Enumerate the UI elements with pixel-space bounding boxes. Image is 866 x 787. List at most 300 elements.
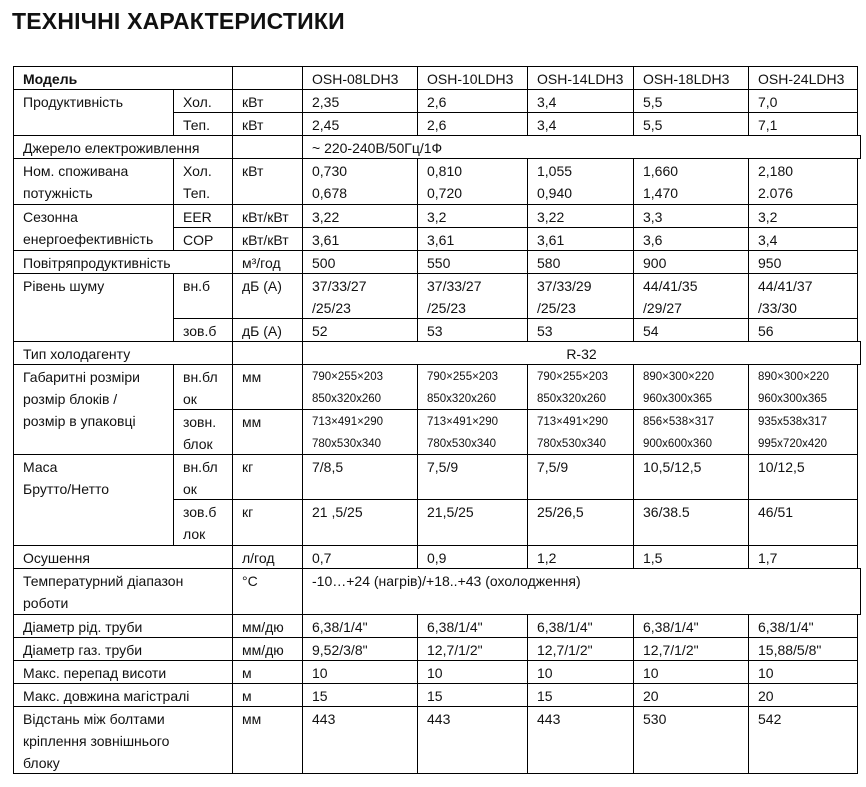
max-height-unit-text: м xyxy=(242,665,252,681)
model-header-cell xyxy=(633,66,749,90)
power-supply-label xyxy=(13,135,233,159)
dehumidification-unit-text: л/год xyxy=(242,550,275,566)
max-height-value-text: 10 xyxy=(758,665,774,681)
dimensions-outdoor-value xyxy=(527,409,634,455)
airflow-value xyxy=(417,250,528,274)
dimensions-indoor-value-text-1: 890×300×220 xyxy=(758,371,829,383)
dimensions-outdoor-unit xyxy=(232,409,303,455)
dimensions-outdoor-value-text-1: 856×538×317 xyxy=(643,416,714,428)
refrigerant-unit xyxy=(232,341,303,365)
dimensions-outdoor-value xyxy=(302,409,418,455)
noise-indoor-value-text-1: 44/41/37 xyxy=(758,278,813,294)
model-header-cell-text: OSH-24LDH3 xyxy=(758,71,845,87)
capacity-cool-value xyxy=(417,89,528,113)
dimensions-outdoor-value-text-2: 995x720x420 xyxy=(758,438,828,450)
capacity-heat-value-text: 7,1 xyxy=(758,117,778,133)
noise-indoor-value-text-1: 37/33/27 xyxy=(312,278,367,294)
bolt-distance-value-text: 530 xyxy=(643,711,667,727)
max-length-value xyxy=(748,683,858,707)
max-length-value xyxy=(417,683,528,707)
gas-pipe-value xyxy=(302,637,418,661)
eer-mode xyxy=(173,204,233,228)
temp-range-unit xyxy=(232,568,303,615)
bolt-distance-value-text: 542 xyxy=(758,711,782,727)
noise-outdoor-value xyxy=(527,318,634,342)
noise-outdoor-mode xyxy=(173,318,233,342)
weight-indoor-value-text: 7,5/9 xyxy=(427,459,459,475)
temp-range-label xyxy=(13,568,233,615)
efficiency-label-text-2: енергоефективність xyxy=(23,231,154,247)
eer-value-text: 3,2 xyxy=(427,209,447,225)
capacity-cool-mode xyxy=(173,89,233,113)
max-length-value xyxy=(633,683,749,707)
liquid-pipe-value-text: 6,38/1/4" xyxy=(312,619,368,635)
dehumidification-value-text: 0,9 xyxy=(427,550,447,566)
capacity-heat-value-text: 2,45 xyxy=(312,117,340,133)
power-consumption-value xyxy=(302,158,418,205)
max-length-label xyxy=(13,683,233,707)
noise-indoor-value-text-2: /25/23 xyxy=(537,300,576,316)
bolt-distance-value-text: 443 xyxy=(537,711,561,727)
max-height-value xyxy=(302,660,418,684)
max-length-value-text: 15 xyxy=(312,688,328,704)
noise-outdoor-value xyxy=(748,318,858,342)
noise-indoor-value-text-2: /25/23 xyxy=(312,300,351,316)
weight-outdoor-mode-text-2: лок xyxy=(183,526,206,542)
bolt-distance-label xyxy=(13,706,233,774)
gas-pipe-value xyxy=(527,637,634,661)
eer-value-text: 3,3 xyxy=(643,209,663,225)
weight-indoor-value xyxy=(748,454,858,500)
liquid-pipe-label xyxy=(13,614,233,638)
liquid-pipe-unit xyxy=(232,614,303,638)
max-length-label-text: Макс. довжина магістралі xyxy=(23,688,190,704)
capacity-cool-unit-text: кВт xyxy=(242,94,264,110)
cop-value xyxy=(417,227,528,251)
dimensions-indoor-mode xyxy=(173,364,233,410)
liquid-pipe-value xyxy=(417,614,528,638)
max-height-value xyxy=(748,660,858,684)
capacity-cool-mode-text: Хол. xyxy=(183,94,212,110)
dimensions-indoor-value xyxy=(748,364,858,410)
weight-label-text-2: Брутто/Нетто xyxy=(23,481,110,497)
dimensions-indoor-value-text-2: 850x320x260 xyxy=(537,393,607,405)
model-header-cell xyxy=(748,66,858,90)
eer-value xyxy=(302,204,418,228)
capacity-cool-value-text: 2,35 xyxy=(312,94,340,110)
dehumidification-value xyxy=(302,545,418,569)
cop-value-text: 3,4 xyxy=(758,232,778,248)
power-consumption-value-text-1: 0,810 xyxy=(427,163,463,179)
cop-value-text: 3,61 xyxy=(537,232,565,248)
liquid-pipe-value-text: 6,38/1/4" xyxy=(537,619,593,635)
noise-indoor-mode-text: вн.б xyxy=(183,278,211,294)
page-title: ТЕХНІЧНІ ХАРАКТЕРИСТИКИ xyxy=(12,8,345,34)
power-consumption-value-text-2: 1,470 xyxy=(643,185,679,201)
airflow-label-text: Повітряпродуктивність xyxy=(23,255,171,271)
weight-indoor-value-text: 7/8,5 xyxy=(312,459,344,475)
airflow-value xyxy=(527,250,634,274)
gas-pipe-unit-text: мм/дю xyxy=(242,642,284,658)
power-consumption-value-text-2: 0,720 xyxy=(427,185,463,201)
dimensions-label-text-2: розмір блоків / xyxy=(23,391,118,407)
capacity-heat-value-text: 3,4 xyxy=(537,117,557,133)
liquid-pipe-value xyxy=(302,614,418,638)
bolt-distance-label-text-3: блоку xyxy=(23,755,60,771)
airflow-unit-text: м³/год xyxy=(242,255,281,271)
model-header-cell-text: OSH-14LDH3 xyxy=(537,71,624,87)
max-length-value-text: 20 xyxy=(758,688,774,704)
weight-indoor-unit-text: кг xyxy=(242,459,254,475)
bolt-distance-value xyxy=(633,706,749,774)
dimensions-indoor-unit-text: мм xyxy=(242,369,262,385)
eer-unit xyxy=(232,204,303,228)
gas-pipe-value-text: 12,7/1/2" xyxy=(427,642,483,658)
max-height-value-text: 10 xyxy=(537,665,553,681)
eer-value xyxy=(527,204,634,228)
liquid-pipe-value xyxy=(527,614,634,638)
airflow-value xyxy=(748,250,858,274)
dimensions-outdoor-value-text-1: 935x538x317 xyxy=(758,416,828,428)
power-consumption-unit xyxy=(232,158,303,205)
power-consumption-value xyxy=(417,158,528,205)
weight-indoor-value-text: 10/12,5 xyxy=(758,459,805,475)
weight-indoor-unit xyxy=(232,454,303,500)
eer-value-text: 3,22 xyxy=(537,209,565,225)
power-supply-value xyxy=(302,135,861,159)
gas-pipe-value-text: 12,7/1/2" xyxy=(537,642,593,658)
eer-unit-text: кВт/кВт xyxy=(242,209,289,225)
gas-pipe-label xyxy=(13,637,233,661)
power-consumption-value-text-1: 0,730 xyxy=(312,163,348,179)
dimensions-indoor-value-text-2: 960x300x365 xyxy=(643,393,713,405)
weight-indoor-mode-text-1: вн.бл xyxy=(183,459,218,475)
dehumidification-value xyxy=(527,545,634,569)
noise-outdoor-value-text: 54 xyxy=(643,323,659,339)
dimensions-outdoor-value-text-2: 900x600x360 xyxy=(643,438,713,450)
dimensions-indoor-mode-text-1: вн.бл xyxy=(183,369,218,385)
cop-mode-text: COP xyxy=(183,232,214,248)
dimensions-label xyxy=(13,364,174,455)
weight-indoor-value-text: 7,5/9 xyxy=(537,459,569,475)
power-consumption-value-text-1: 2,180 xyxy=(758,163,794,179)
noise-label-text: Рівень шуму xyxy=(23,278,105,294)
max-height-label xyxy=(13,660,233,684)
power-consumption-value xyxy=(527,158,634,205)
temp-range-label-text-2: роботи xyxy=(23,595,69,611)
gas-pipe-label-text: Діаметр газ. труби xyxy=(23,642,143,658)
cop-value xyxy=(302,227,418,251)
power-supply-value-text: ~ 220-240В/50Гц/1Ф xyxy=(312,140,443,156)
gas-pipe-value-text: 15,88/5/8" xyxy=(758,642,822,658)
noise-outdoor-value-text: 56 xyxy=(758,323,774,339)
bolt-distance-unit xyxy=(232,706,303,774)
weight-outdoor-unit xyxy=(232,499,303,546)
weight-outdoor-value xyxy=(527,499,634,546)
airflow-value-text: 580 xyxy=(537,255,561,271)
weight-label-text-1: Маса xyxy=(23,459,58,475)
eer-value-text: 3,2 xyxy=(758,209,778,225)
capacity-heat-value-text: 2,6 xyxy=(427,117,447,133)
power-consumption-value-text-1: 1,055 xyxy=(537,163,573,179)
max-length-value-text: 20 xyxy=(643,688,659,704)
bolt-distance-label-text-1: Відстань між болтами xyxy=(23,711,165,727)
gas-pipe-unit xyxy=(232,637,303,661)
capacity-cool-unit xyxy=(232,89,303,113)
weight-outdoor-mode xyxy=(173,499,233,546)
bolt-distance-unit-text: мм xyxy=(242,711,262,727)
noise-indoor-mode xyxy=(173,273,233,319)
dehumidification-value xyxy=(633,545,749,569)
liquid-pipe-value-text: 6,38/1/4" xyxy=(643,619,699,635)
noise-outdoor-value-text: 53 xyxy=(427,323,443,339)
efficiency-label-text-1: Сезонна xyxy=(23,209,78,225)
liquid-pipe-value-text: 6,38/1/4" xyxy=(427,619,483,635)
power-consumption-value xyxy=(633,158,749,205)
airflow-label xyxy=(13,250,233,274)
noise-indoor-unit xyxy=(232,273,303,319)
cop-value-text: 3,61 xyxy=(312,232,340,248)
bolt-distance-label-text-2: кріплення зовнішнього xyxy=(23,733,170,749)
dimensions-indoor-unit xyxy=(232,364,303,410)
dimensions-outdoor-value xyxy=(748,409,858,455)
weight-indoor-value xyxy=(527,454,634,500)
max-height-value-text: 10 xyxy=(427,665,443,681)
eer-mode-text: EER xyxy=(183,209,212,225)
eer-value xyxy=(633,204,749,228)
dimensions-label-text-3: розмір в упаковці xyxy=(23,413,136,429)
power-consumption-value-text-2: 2.076 xyxy=(758,185,794,201)
gas-pipe-value xyxy=(748,637,858,661)
capacity-heat-value xyxy=(633,112,749,136)
airflow-value-text: 550 xyxy=(427,255,451,271)
airflow-value-text: 950 xyxy=(758,255,782,271)
capacity-cool-value xyxy=(748,89,858,113)
capacity-cool-value-text: 5,5 xyxy=(643,94,663,110)
capacity-heat-mode xyxy=(173,112,233,136)
max-height-value xyxy=(527,660,634,684)
max-length-unit xyxy=(232,683,303,707)
model-header-cell-text: OSH-08LDH3 xyxy=(312,71,399,87)
dimensions-outdoor-unit-text: мм xyxy=(242,414,262,430)
eer-value xyxy=(417,204,528,228)
max-height-value-text: 10 xyxy=(643,665,659,681)
weight-indoor-mode-text-2: ок xyxy=(183,481,197,497)
dehumidification-value xyxy=(417,545,528,569)
capacity-cool-value xyxy=(633,89,749,113)
weight-indoor-value xyxy=(417,454,528,500)
max-height-unit xyxy=(232,660,303,684)
dimensions-label-text-1: Габаритні розміри xyxy=(23,369,140,385)
temp-range-label-text-1: Температурний діапазон xyxy=(23,573,184,589)
dimensions-outdoor-value-text-2: 780x530x340 xyxy=(427,438,497,450)
weight-outdoor-value xyxy=(748,499,858,546)
model-header-cell-text: OSH-10LDH3 xyxy=(427,71,514,87)
dimensions-outdoor-mode xyxy=(173,409,233,455)
gas-pipe-value xyxy=(633,637,749,661)
cop-value xyxy=(633,227,749,251)
capacity-heat-value xyxy=(748,112,858,136)
weight-label xyxy=(13,454,174,546)
dimensions-indoor-value xyxy=(302,364,418,410)
model-header-cell xyxy=(302,66,418,90)
temp-range-value xyxy=(302,568,861,615)
capacity-cool-value-text: 7,0 xyxy=(758,94,778,110)
refrigerant-label xyxy=(13,341,233,365)
airflow-unit xyxy=(232,250,303,274)
max-length-value xyxy=(302,683,418,707)
weight-outdoor-value xyxy=(302,499,418,546)
power-consumption-value-text-2: 0,940 xyxy=(537,185,573,201)
empty-header-cell xyxy=(232,66,303,90)
noise-indoor-value xyxy=(748,273,858,319)
dimensions-indoor-mode-text-2: ок xyxy=(183,391,197,407)
bolt-distance-value-text: 443 xyxy=(312,711,336,727)
airflow-value xyxy=(633,250,749,274)
noise-outdoor-value xyxy=(633,318,749,342)
gas-pipe-value-text: 12,7/1/2" xyxy=(643,642,699,658)
power-consumption-label xyxy=(13,158,174,205)
noise-outdoor-value-text: 52 xyxy=(312,323,328,339)
dehumidification-unit xyxy=(232,545,303,569)
dimensions-indoor-value-text-2: 850x320x260 xyxy=(427,393,497,405)
dimensions-outdoor-value-text-1: 713×491×290 xyxy=(537,416,608,428)
airflow-value xyxy=(302,250,418,274)
bolt-distance-value-text: 443 xyxy=(427,711,451,727)
liquid-pipe-label-text: Діаметр рід. труби xyxy=(23,619,143,635)
noise-indoor-value-text-2: /33/30 xyxy=(758,300,797,316)
dehumidification-value xyxy=(748,545,858,569)
model-label-cell-text: Модель xyxy=(23,71,78,87)
capacity-heat-unit xyxy=(232,112,303,136)
eer-value-text: 3,22 xyxy=(312,209,340,225)
dimensions-outdoor-mode-text-2: блок xyxy=(183,436,213,452)
dehumidification-label-text: Осушення xyxy=(23,550,90,566)
bolt-distance-value xyxy=(748,706,858,774)
noise-indoor-value-text-2: /25/23 xyxy=(427,300,466,316)
weight-outdoor-unit-text: кг xyxy=(242,504,254,520)
noise-indoor-value-text-1: 44/41/35 xyxy=(643,278,698,294)
max-length-unit-text: м xyxy=(242,688,252,704)
weight-outdoor-value xyxy=(417,499,528,546)
model-label-cell xyxy=(13,66,233,90)
liquid-pipe-value-text: 6,38/1/4" xyxy=(758,619,814,635)
capacity-label xyxy=(13,89,174,136)
power-consumption-value-text-1: 1,660 xyxy=(643,163,679,179)
power-consumption-value-text-2: 0,678 xyxy=(312,185,348,201)
cop-mode xyxy=(173,227,233,251)
capacity-heat-mode-text: Теп. xyxy=(183,117,211,133)
model-header-cell xyxy=(417,66,528,90)
capacity-heat-value xyxy=(527,112,634,136)
refrigerant-value xyxy=(302,341,861,365)
weight-outdoor-value xyxy=(633,499,749,546)
efficiency-label xyxy=(13,204,174,251)
temp-range-unit-text: °С xyxy=(242,573,258,589)
max-length-value-text: 15 xyxy=(537,688,553,704)
liquid-pipe-unit-text: мм/дю xyxy=(242,619,284,635)
max-height-value xyxy=(633,660,749,684)
weight-indoor-value xyxy=(633,454,749,500)
bolt-distance-value xyxy=(302,706,418,774)
refrigerant-label-text: Тип холодагенту xyxy=(23,346,131,362)
airflow-value-text: 500 xyxy=(312,255,336,271)
dimensions-indoor-value xyxy=(633,364,749,410)
dimensions-indoor-value-text-1: 790×255×203 xyxy=(537,371,608,383)
weight-indoor-value xyxy=(302,454,418,500)
noise-indoor-value xyxy=(527,273,634,319)
capacity-heat-unit-text: кВт xyxy=(242,117,264,133)
eer-value xyxy=(748,204,858,228)
liquid-pipe-value xyxy=(633,614,749,638)
max-height-value xyxy=(417,660,528,684)
cop-value-text: 3,6 xyxy=(643,232,663,248)
airflow-value-text: 900 xyxy=(643,255,667,271)
gas-pipe-value xyxy=(417,637,528,661)
noise-indoor-unit-text: дБ (А) xyxy=(242,278,282,294)
dimensions-indoor-value xyxy=(417,364,528,410)
noise-indoor-value xyxy=(633,273,749,319)
power-consumption-label-text-1: Ном. споживана xyxy=(23,163,129,179)
noise-outdoor-value-text: 53 xyxy=(537,323,553,339)
capacity-label-text: Продуктивність xyxy=(23,94,123,110)
temp-range-value-text: -10…+24 (нагрів)/+18..+43 (охолодження) xyxy=(312,573,581,589)
dimensions-indoor-value xyxy=(527,364,634,410)
refrigerant-value-text: R-32 xyxy=(566,346,597,362)
dehumidification-value-text: 1,2 xyxy=(537,550,557,566)
weight-outdoor-mode-text-1: зов.б xyxy=(183,504,217,520)
dimensions-indoor-value-text-1: 790×255×203 xyxy=(427,371,498,383)
power-supply-unit xyxy=(232,135,303,159)
power-consumption-unit-text: кВт xyxy=(242,163,264,179)
weight-outdoor-value-text: 46/51 xyxy=(758,504,794,520)
dehumidification-value-text: 0,7 xyxy=(312,550,332,566)
model-header-cell-text: OSH-18LDH3 xyxy=(643,71,730,87)
noise-indoor-value-text-2: /29/27 xyxy=(643,300,682,316)
cop-unit xyxy=(232,227,303,251)
power-consumption-mode-text-1: Хол. xyxy=(183,163,212,179)
power-consumption-mode xyxy=(173,158,233,205)
capacity-cool-value xyxy=(302,89,418,113)
power-supply-label-text: Джерело електроживлення xyxy=(23,140,200,156)
dimensions-outdoor-value-text-1: 713×491×290 xyxy=(312,416,383,428)
noise-outdoor-mode-text: зов.б xyxy=(183,323,217,339)
capacity-cool-value-text: 3,4 xyxy=(537,94,557,110)
capacity-cool-value xyxy=(527,89,634,113)
weight-outdoor-value-text: 36/38.5 xyxy=(643,504,690,520)
dimensions-indoor-value-text-2: 960x300x365 xyxy=(758,393,828,405)
noise-indoor-value xyxy=(417,273,528,319)
weight-outdoor-value-text: 21 ,5/25 xyxy=(312,504,363,520)
dimensions-outdoor-value-text-1: 713×491×290 xyxy=(427,416,498,428)
dimensions-outdoor-mode-text-1: зовн. xyxy=(183,414,217,430)
dehumidification-value-text: 1,7 xyxy=(758,550,778,566)
dimensions-indoor-value-text-1: 890×300×220 xyxy=(643,371,714,383)
capacity-heat-value xyxy=(417,112,528,136)
dimensions-outdoor-value-text-2: 780x530x340 xyxy=(312,438,382,450)
dehumidification-label xyxy=(13,545,233,569)
liquid-pipe-value xyxy=(748,614,858,638)
bolt-distance-value xyxy=(417,706,528,774)
max-length-value-text: 15 xyxy=(427,688,443,704)
bolt-distance-value xyxy=(527,706,634,774)
noise-indoor-value-text-1: 37/33/29 xyxy=(537,278,592,294)
power-consumption-value xyxy=(748,158,858,205)
max-height-value-text: 10 xyxy=(312,665,328,681)
weight-indoor-value-text: 10,5/12,5 xyxy=(643,459,702,475)
weight-indoor-mode xyxy=(173,454,233,500)
noise-outdoor-value xyxy=(302,318,418,342)
